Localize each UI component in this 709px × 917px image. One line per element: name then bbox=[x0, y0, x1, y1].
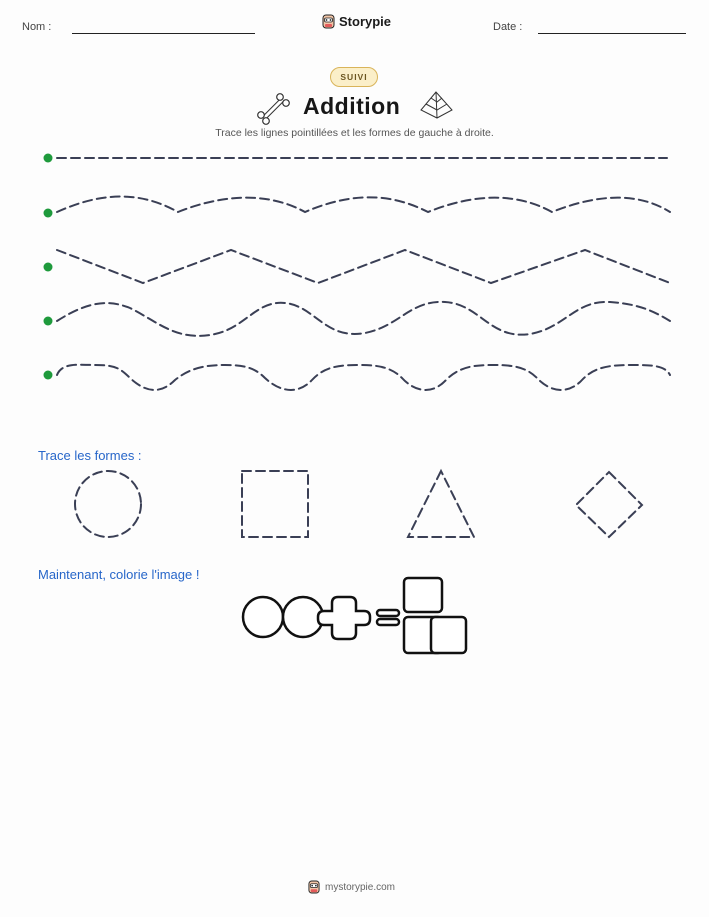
bone-icon bbox=[258, 94, 290, 125]
trace-diamond[interactable] bbox=[576, 472, 642, 537]
start-dot-2 bbox=[44, 209, 53, 218]
tracing-line-rounded-wave[interactable] bbox=[57, 365, 670, 390]
coloring-picture bbox=[243, 578, 466, 653]
plus-shape[interactable] bbox=[318, 597, 370, 639]
instructions: Trace les lignes pointillées et les formes de gauche à droite. bbox=[215, 127, 494, 139]
equals-bar-bottom[interactable] bbox=[377, 619, 399, 625]
tracing-line-zigzag[interactable] bbox=[57, 250, 670, 283]
trace-triangle[interactable] bbox=[408, 471, 474, 537]
trace-square[interactable] bbox=[242, 471, 308, 537]
tracing-line-gentle-wave[interactable] bbox=[57, 197, 670, 212]
date-label: Date : bbox=[493, 21, 523, 33]
shapes-section-label: Trace les formes : bbox=[38, 448, 142, 463]
equals-bar-top[interactable] bbox=[377, 610, 399, 616]
storypie-mascot-icon bbox=[308, 880, 320, 894]
circle-shape-1[interactable] bbox=[243, 597, 283, 637]
tracing-line-wave[interactable] bbox=[57, 302, 670, 336]
square-shape-bottom-right[interactable] bbox=[431, 617, 466, 653]
trace-circle[interactable] bbox=[75, 471, 141, 537]
start-dot-1 bbox=[44, 154, 53, 163]
start-dot-5 bbox=[44, 371, 53, 380]
page-title: Addition bbox=[303, 93, 401, 119]
footer-url[interactable]: mystorypie.com bbox=[325, 881, 396, 893]
start-dot-4 bbox=[44, 317, 53, 326]
name-label: Nom : bbox=[22, 21, 52, 33]
pyramid-icon bbox=[421, 92, 452, 118]
brand-name: Storypie bbox=[339, 14, 392, 29]
start-dot-3 bbox=[44, 263, 53, 272]
square-shape-top[interactable] bbox=[404, 578, 442, 612]
level-badge: SUIVI bbox=[330, 67, 378, 87]
footer bbox=[308, 880, 395, 894]
coloring-section-label: Maintenant, colorie l'image ! bbox=[38, 567, 200, 582]
